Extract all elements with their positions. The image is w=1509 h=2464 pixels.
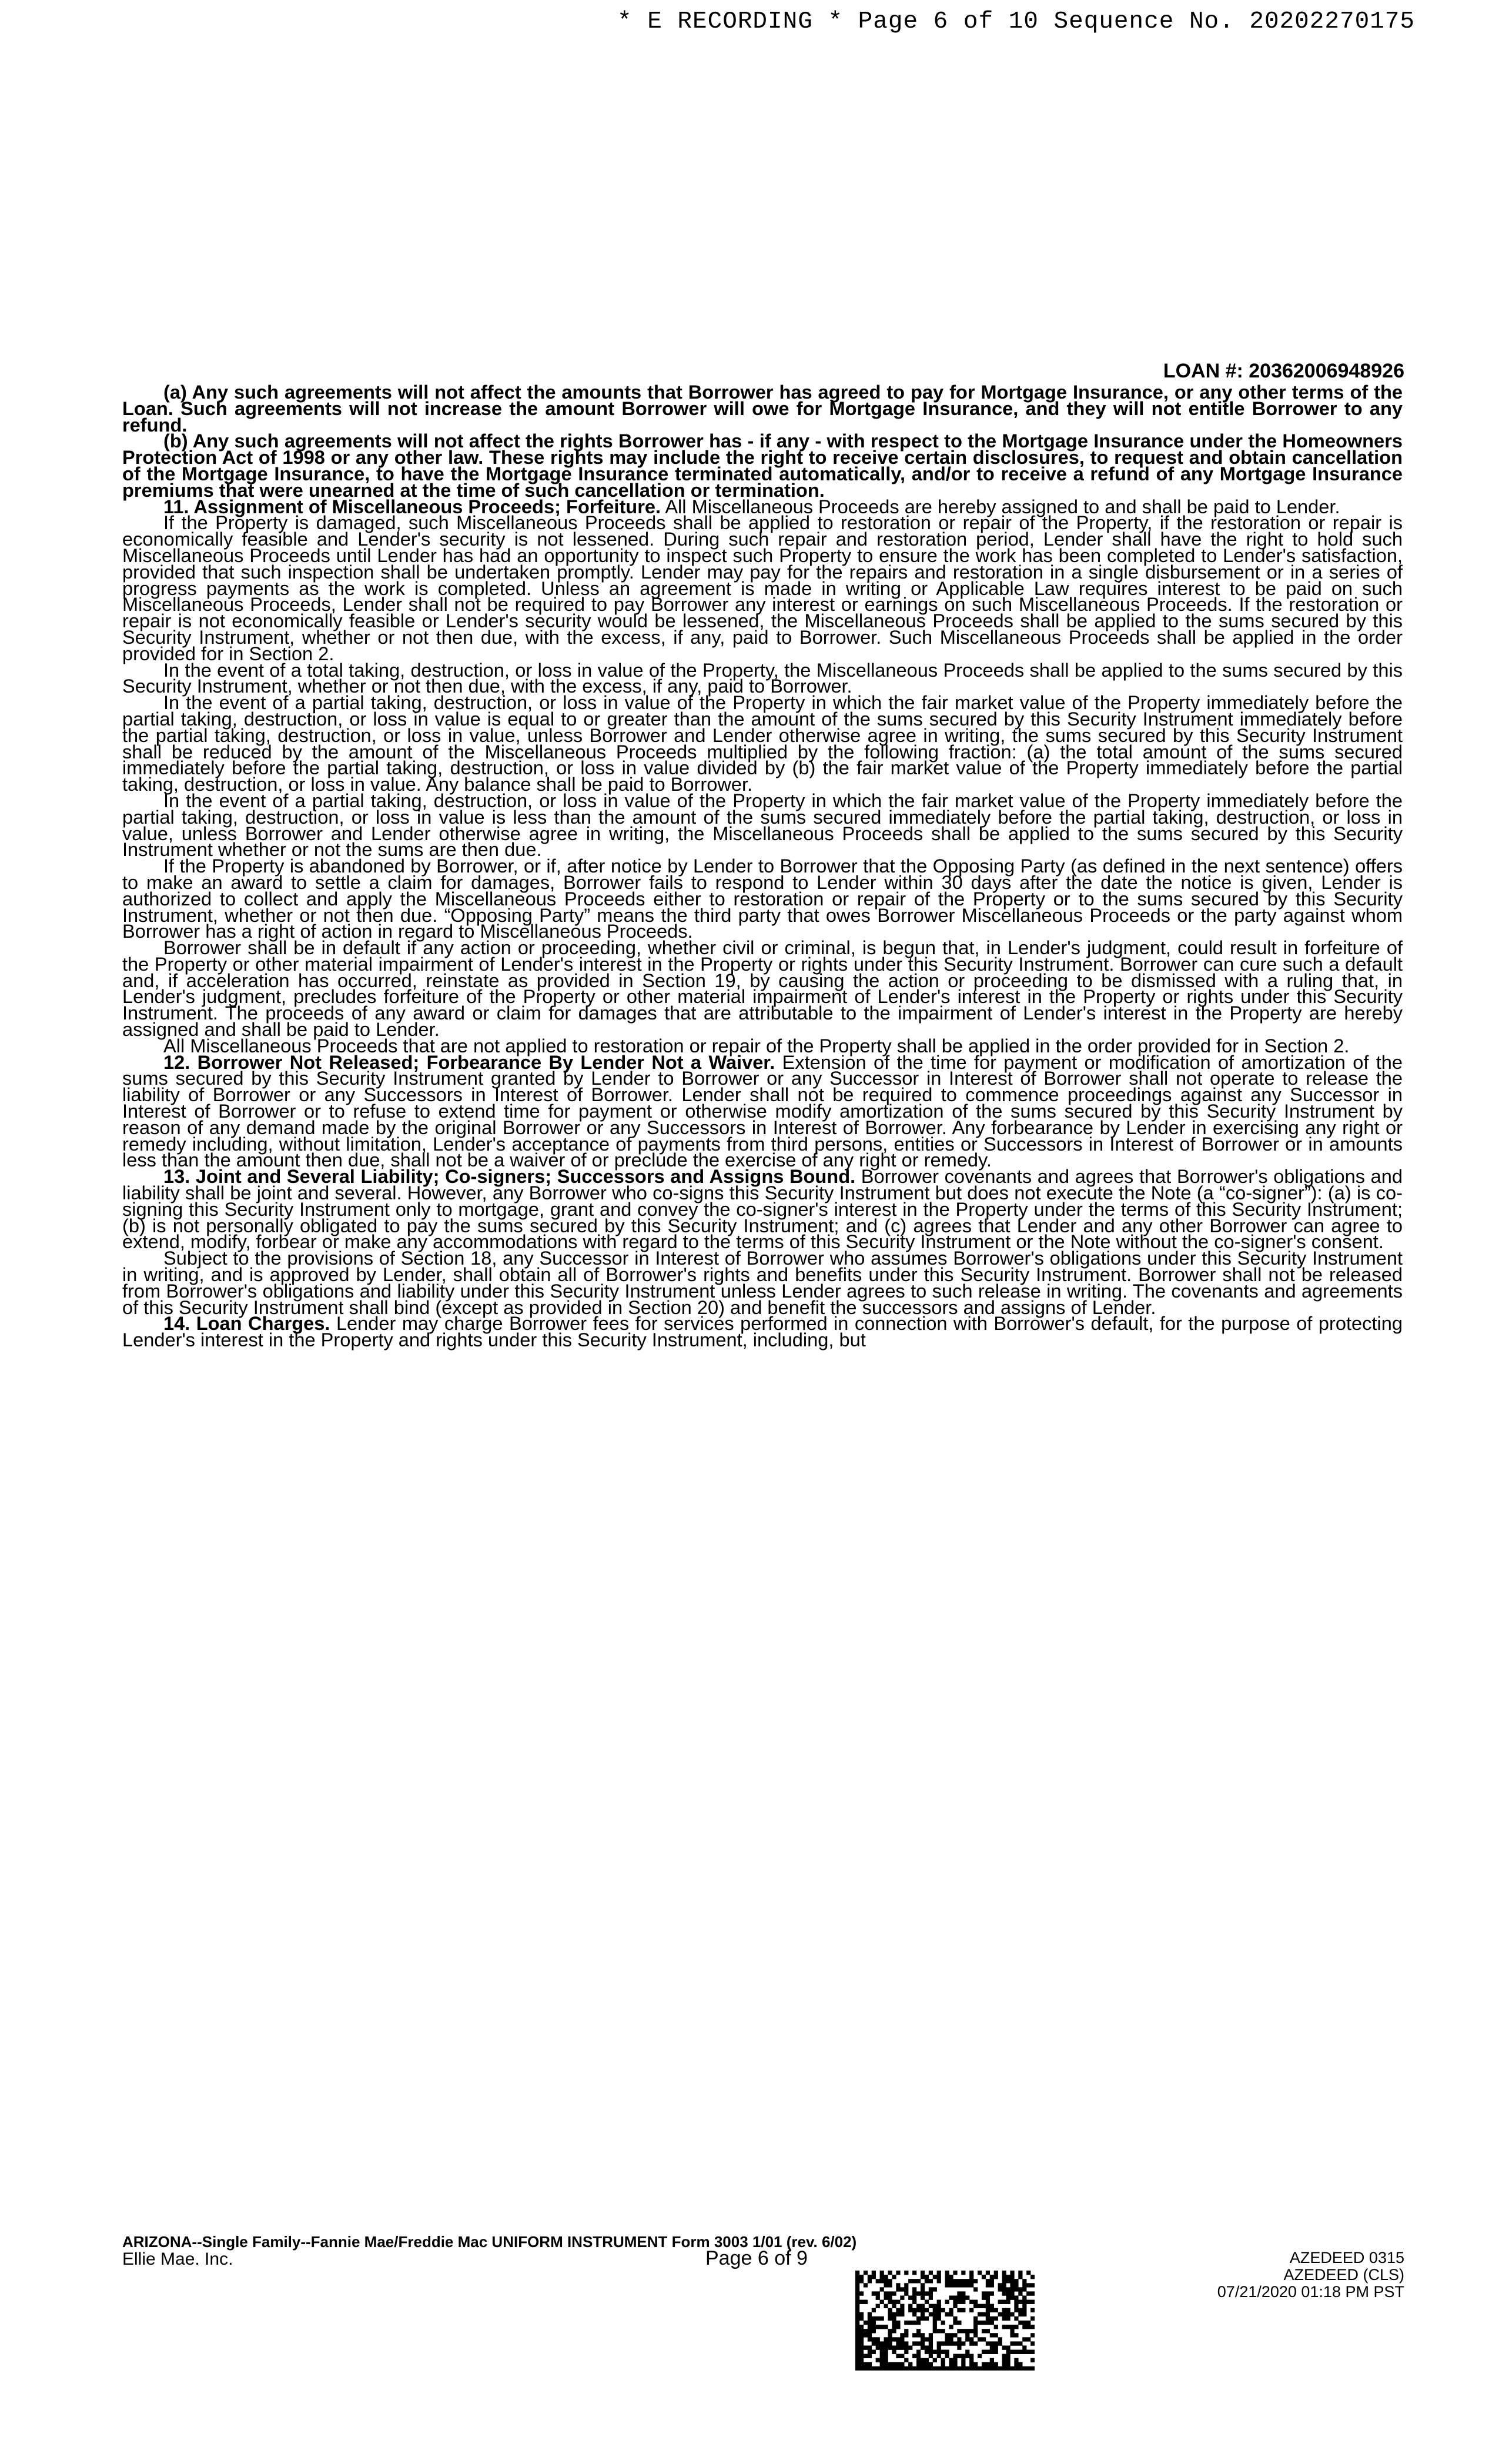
- footer-form-title: ARIZONA--Single Family--Fannie Mae/Freddie Mac UNIFORM INSTRUMENT Form 3003 1/01 (rev. 6/02): [122, 2233, 857, 2251]
- section-11-paragraph: Borrower shall be in default if any action or proceeding, whether civil or criminal, is begun that, in Lender's judgment, could result in forfeiture of the Property or other material impairment of Lender's interest in the Property or rights under this Security Instrument. Borrower can cure such a default and, if acceleration has occurred, reinstate as provided in Section 19, by causing the action or proceeding to be dismissed with a ruling that, in Lender's judgment, precludes forfeiture of the Property or other material impairment of Lender's interest in the Property or rights under this Security Instrument. The proceeds of any award or claim for damages that are attributable to the impairment of Lender's interest in the Property are hereby assigned and shall be paid to Lender.: [122, 937, 1403, 1041]
- section-14-text: Lender may charge Borrower fees for services performed in connection with Borrower's default, for the purpose of protecting Lender's interest in the Property and rights under this Security Instrument, including, but: [122, 1312, 1403, 1351]
- section-14: [122, 1312, 1403, 1351]
- section-13-paragraph: Subject to the provisions of Section 18, any Successor in Interest of Borrower who assumes Borrower's obligations under this Security Instrument in writing, and is approved by Lender, shall obtain all of Borrower's rights and benefits under this Security Instrument. Borrower shall not be released from Borrower's obligations and liability under this Security Instrument unless Lender agrees to such release in writing. The covenants and agreements of this Security Instrument shall bind (except as provided in Section 20) and benefit the successors and assigns of Lender.: [122, 1247, 1403, 1318]
- section-14-heading: 14. Loan Charges.: [163, 1312, 330, 1335]
- section-11-paragraph: In the event of a partial taking, destruction, or loss in value of the Property in which the fair market value of the Property immediately before the partial taking, destruction, or loss in value is equal to or greater than the amount of the sums secured by this Security Instrument immediately before the partial taking, destruction, or loss in value, unless Borrower and Lender otherwise agree in writing, the sums secured by this Security Instrument shall be reduced by the amount of the Miscellaneous Proceeds multiplied by the following fraction: (a) the total amount of the sums secured immediately before the partial taking, destruction, or loss in value divided by (b) the fair market value of the Property immediately before the partial taking, destruction, or loss in value. Any balance shall be paid to Borrower.: [122, 691, 1403, 795]
- footer-codes: [1217, 2249, 1404, 2301]
- section-12-heading: 12. Borrower Not Released; Forbearance By Lender Not a Waiver.: [163, 1051, 775, 1073]
- section-11-paragraph: In the event of a total taking, destruction, or loss in value of the Property, the Miscellaneous Proceeds shall be applied to the sums secured by this Security Instrument, whether or not then due, with the excess, if any, paid to Borrower.: [122, 658, 1403, 697]
- loan-number: LOAN #: 20362006948926: [1163, 360, 1404, 382]
- section-12: [122, 1051, 1403, 1171]
- recording-header: * E RECORDING * Page 6 of 10 Sequence No. 20202270175: [617, 8, 1416, 35]
- barcode-2d-icon: [855, 2271, 1035, 2371]
- footer-code-1: AZEDEED 0315: [1289, 2249, 1404, 2266]
- section-11-paragraph: In the event of a partial taking, destruction, or loss in value of the Property in which the fair market value of the Property immediately before the partial taking, destruction, or loss in value is less than the amount of the sums secured immediately before the partial taking, destruction, or loss in value, unless Borrower and Lender otherwise agree in writing, the Miscellaneous Proceeds shall be applied to the sums secured by this Security Instrument whether or not the sums are then due.: [122, 789, 1403, 861]
- footer-code-2: AZEDEED (CLS): [1283, 2266, 1404, 2284]
- section-13-text: Borrower covenants and agrees that Borrower's obligations and liability shall be joint and several. However, any Borrower who co-signs this Security Instrument but does not execute the Note (a “co-signer”): (a) is co-signing this Security Instrument only to mortgage, grant and convey the co-signer's interest in the Property under the terms of this Security Instrument; (b) is not personally obligated to pay the sums secured by this Security Instrument; and (c) agrees that Lender and any other Borrower can agree to extend, modify, forbear or make any accommodations with regard to the terms of this Security Instrument or the Note without the co-signer's consent.: [122, 1165, 1403, 1253]
- section-11-text: All Miscellaneous Proceeds are hereby assigned to and shall be paid to Lender.: [661, 495, 1340, 517]
- section-11-paragraph: If the Property is damaged, such Miscellaneous Proceeds shall be applied to restoration or repair of the Property, if the restoration or repair is economically feasible and Lender's security is not lessened. During such repair and restoration period, Lender shall have the right to hold such Miscellaneous Proceeds until Lender has had an opportunity to inspect such Property to ensure the work has been completed to Lender's satisfaction, provided that such inspection shall be undertaken promptly. Lender may pay for the repairs and restoration in a single disbursement or in a series of progress payments as the work is completed. Unless an agreement is made in writing or Applicable Law requires interest to be paid on such Miscellaneous Proceeds, Lender shall not be required to pay Borrower any interest or earnings on such Miscellaneous Proceeds. If the restoration or repair is not economically feasible or Lender's security would be lessened, the Miscellaneous Proceeds shall be applied to the sums secured by this Security Instrument, whether or not then due, with the excess, if any, paid to Borrower. Such Miscellaneous Proceeds shall be applied in the order provided for in Section 2.: [122, 511, 1403, 664]
- paragraph-b: (b) Any such agreements will not affect the rights Borrower has - if any - with respect to the Mortgage Insurance under the Homeowners Protection Act of 1998 or any other law. These rights may include the right to receive certain disclosures, to request and obtain cancellation of the Mortgage Insurance, to have the Mortgage Insurance terminated automatically, and/or to receive a refund of any Mortgage Insurance premiums that were unearned at the time of such cancellation or termination.: [122, 430, 1403, 501]
- section-11-paragraph: All Miscellaneous Proceeds that are not applied to restoration or repair of the Property shall be applied in the order provided for in Section 2.: [163, 1034, 1350, 1057]
- section-12-text: Extension of the time for payment or modification of amortization of the sums secured by this Security Instrument granted by Lender to Borrower or any Successor in Interest of Borrower shall not operate to release the liability of Borrower or any Successors in Interest of Borrower. Lender shall not be required to commence proceedings against any Successor in Interest of Borrower or to refuse to extend time for payment or otherwise modify amortization of the sums secured by this Security Instrument by reason of any demand made by the original Borrower or any Successors in Interest of Borrower. Any forbearance by Lender in exercising any right or remedy including, without limitation, Lender's acceptance of payments from third persons, entities or Successors in Interest of Borrower or in amounts less than the amount then due, shall not be a waiver of or preclude the exercise of any right or remedy.: [122, 1051, 1403, 1171]
- section-11-paragraph: If the Property is abandoned by Borrower, or if, after notice by Lender to Borrower that the Opposing Party (as defined in the next sentence) offers to make an award to settle a claim for damages, Borrower fails to respond to Lender within 30 days after the date the notice is given, Lender is authorized to collect and apply the Miscellaneous Proceeds either to restoration or repair of the Property or to the sums secured by this Security Instrument, whether or not then due. “Opposing Party” means the third party that owes Borrower Miscellaneous Proceeds or the party against whom Borrower has a right of action in regard to Miscellaneous Proceeds.: [122, 855, 1403, 942]
- footer-page-number: Page 6 of 9: [705, 2247, 808, 2269]
- section-13-heading: 13. Joint and Several Liability; Co-signers; Successors and Assigns Bound.: [163, 1165, 856, 1188]
- section-11-heading: 11. Assignment of Miscellaneous Proceeds; Forfeiture.: [163, 495, 661, 517]
- section-13: [122, 1165, 1403, 1253]
- footer-timestamp: 07/21/2020 01:18 PM PST: [1217, 2283, 1404, 2301]
- footer-vendor: Ellie Mae. Inc.: [122, 2249, 233, 2269]
- document-body: [122, 381, 1403, 1351]
- paragraph-a: (a) Any such agreements will not affect the amounts that Borrower has agreed to pay for Mortgage Insurance, or any other terms of the Loan. Such agreements will not increase the amount Borrower will owe for Mortgage Insurance, and they will not entitle Borrower to any refund.: [122, 381, 1403, 436]
